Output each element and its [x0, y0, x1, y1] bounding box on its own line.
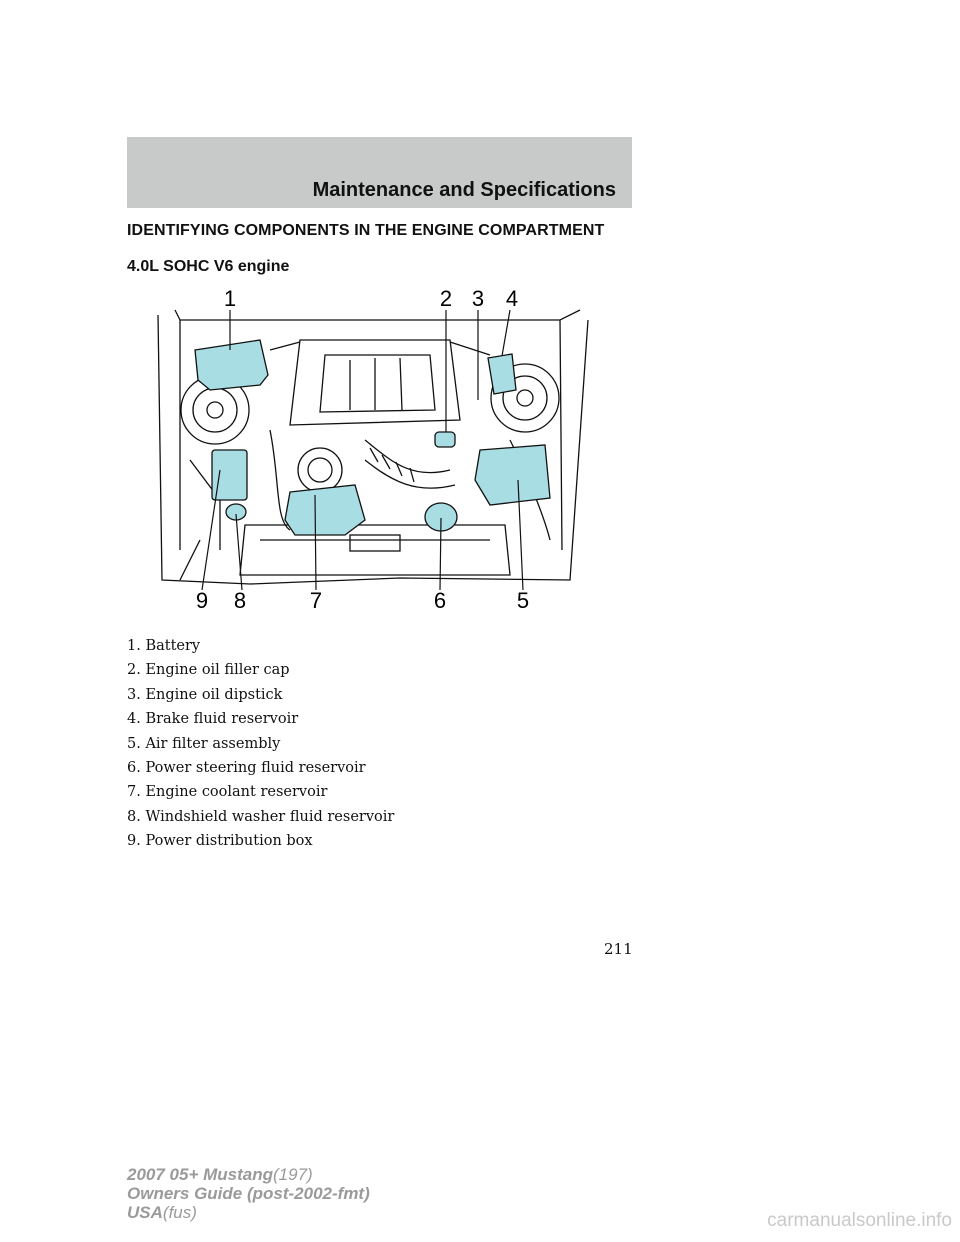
- battery-shape: [195, 340, 268, 390]
- callout-6: 6: [433, 588, 447, 613]
- power-distribution-box-shape: [212, 450, 247, 500]
- legend-item: 5. Air filter assembly: [127, 735, 281, 752]
- header-band: [127, 137, 632, 208]
- callout-5: 5: [516, 588, 530, 613]
- document-footer: [127, 1165, 370, 1222]
- highlighted-components: [195, 340, 550, 535]
- callout-numbers: [196, 286, 529, 613]
- section-heading: IDENTIFYING COMPONENTS IN THE ENGINE COMPARTMENT: [127, 222, 605, 239]
- legend-item: 9. Power distribution box: [127, 833, 313, 850]
- callout-3: 3: [471, 286, 485, 311]
- callout-9: 9: [195, 588, 209, 613]
- callout-8: 8: [233, 588, 247, 613]
- legend-item: 6. Power steering fluid reservoir: [127, 759, 366, 776]
- watermark: carmanualsonline.info: [767, 1210, 952, 1231]
- engine-subheading: 4.0L SOHC V6 engine: [127, 258, 290, 275]
- callout-1: 1: [223, 286, 237, 311]
- legend-item: 7. Engine coolant reservoir: [127, 784, 328, 801]
- callout-2: 2: [439, 286, 453, 311]
- footer-guide: Owners Guide (post-2002-fmt): [127, 1184, 370, 1203]
- air-filter-shape: [475, 445, 550, 505]
- coolant-reservoir-shape: [285, 485, 365, 535]
- legend-item: 3. Engine oil dipstick: [127, 686, 283, 703]
- footer-market: USA: [127, 1203, 163, 1222]
- legend-item: 1. Battery: [127, 638, 201, 654]
- footer-market-code: (fus): [162, 1203, 197, 1222]
- engine-compartment-diagram: [150, 280, 590, 615]
- legend-item: 8. Windshield washer fluid reservoir: [127, 808, 395, 825]
- legend-item: 2. Engine oil filler cap: [127, 662, 290, 679]
- page-number: 211: [604, 940, 633, 958]
- footer-model: 2007 05+ Mustang: [127, 1165, 273, 1184]
- callout-4: 4: [505, 286, 519, 311]
- oil-filler-cap-shape: [435, 432, 455, 447]
- component-legend: [127, 634, 394, 854]
- callout-7: 7: [309, 588, 323, 613]
- footer-model-code: (197): [273, 1165, 313, 1184]
- header-title: Maintenance and Specifications: [312, 179, 616, 201]
- legend-item: 4. Brake fluid reservoir: [127, 711, 299, 728]
